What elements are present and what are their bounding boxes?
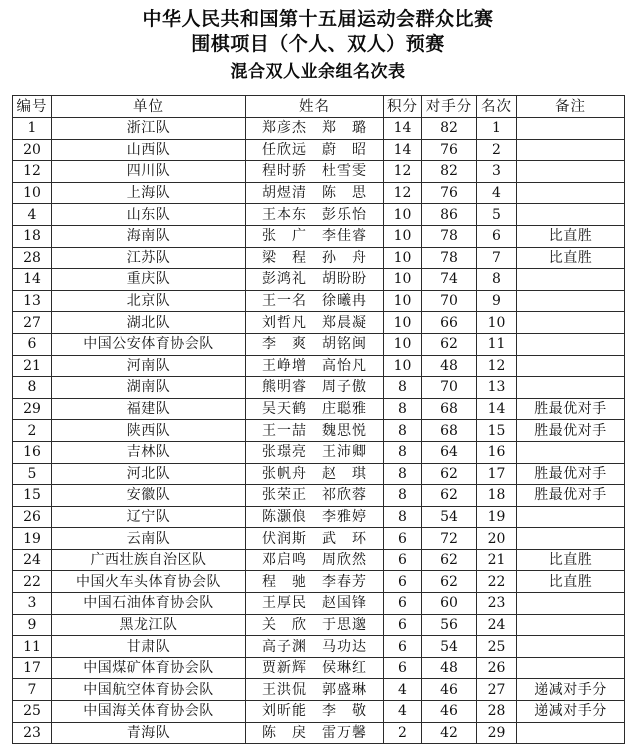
cell-unit: 山东队 — [52, 204, 246, 226]
cell-unit: 福建队 — [52, 398, 246, 420]
cell-unit: 江苏队 — [52, 247, 246, 269]
cell-name: 关 欣 于思邈 — [246, 614, 384, 636]
cell-pts: 8 — [384, 485, 422, 507]
cell-rank: 14 — [477, 398, 517, 420]
cell-name: 王厚民 赵国锋 — [246, 593, 384, 615]
table-row — [13, 182, 625, 204]
cell-note: 胜最优对手 — [517, 420, 625, 442]
table-row — [13, 118, 625, 140]
cell-rank: 29 — [477, 722, 517, 744]
cell-note — [517, 312, 625, 334]
cell-opp: 62 — [422, 549, 477, 571]
cell-pts: 10 — [384, 269, 422, 291]
cell-opp: 76 — [422, 139, 477, 161]
cell-rank: 22 — [477, 571, 517, 593]
table-row — [13, 722, 625, 744]
cell-no: 13 — [13, 290, 52, 312]
cell-note: 胜最优对手 — [517, 463, 625, 485]
cell-unit: 四川队 — [52, 161, 246, 183]
cell-no: 19 — [13, 528, 52, 550]
cell-unit: 黑龙江队 — [52, 614, 246, 636]
cell-no: 10 — [13, 182, 52, 204]
cell-opp: 46 — [422, 701, 477, 723]
cell-rank: 3 — [477, 161, 517, 183]
cell-pts: 10 — [384, 333, 422, 355]
cell-pts: 6 — [384, 549, 422, 571]
cell-no: 15 — [13, 485, 52, 507]
cell-pts: 8 — [384, 377, 422, 399]
table-row — [13, 679, 625, 701]
title-line-3: 混合双人业余组名次表 — [230, 62, 406, 82]
cell-name: 张璟亮 王沛卿 — [246, 441, 384, 463]
cell-rank: 24 — [477, 614, 517, 636]
cell-name: 刘昕能 李 敬 — [246, 701, 384, 723]
cell-note: 胜最优对手 — [517, 485, 625, 507]
cell-no: 26 — [13, 506, 52, 528]
cell-opp: 70 — [422, 377, 477, 399]
table-row — [13, 571, 625, 593]
cell-name: 陈灏俍 李雅婷 — [246, 506, 384, 528]
cell-unit: 北京队 — [52, 290, 246, 312]
cell-opp: 54 — [422, 636, 477, 658]
cell-no: 16 — [13, 441, 52, 463]
cell-pts: 10 — [384, 247, 422, 269]
table-row — [13, 657, 625, 679]
cell-unit: 安徽队 — [52, 485, 246, 507]
cell-opp: 62 — [422, 571, 477, 593]
table-row — [13, 463, 625, 485]
cell-opp: 66 — [422, 312, 477, 334]
cell-name: 王洪侃 郭盛琳 — [246, 679, 384, 701]
column-header-no: 编号 — [13, 96, 52, 118]
cell-name: 胡煜清 陈 思 — [246, 182, 384, 204]
cell-rank: 21 — [477, 549, 517, 571]
cell-no: 12 — [13, 161, 52, 183]
table-row — [13, 333, 625, 355]
cell-unit: 中国航空体育协会队 — [52, 679, 246, 701]
cell-unit: 陕西队 — [52, 420, 246, 442]
cell-name: 彭鸿礼 胡盼盼 — [246, 269, 384, 291]
cell-note: 递减对手分 — [517, 679, 625, 701]
cell-note — [517, 182, 625, 204]
cell-opp: 76 — [422, 182, 477, 204]
cell-no: 14 — [13, 269, 52, 291]
column-header-name: 姓名 — [246, 96, 384, 118]
cell-name: 任欣远 蔚 昭 — [246, 139, 384, 161]
table-row — [13, 355, 625, 377]
cell-name: 贾新辉 侯琳红 — [246, 657, 384, 679]
cell-note — [517, 355, 625, 377]
cell-name: 王峥增 高怡凡 — [246, 355, 384, 377]
cell-opp: 78 — [422, 225, 477, 247]
cell-name: 程 驰 李春芳 — [246, 571, 384, 593]
table-row — [13, 269, 625, 291]
cell-opp: 62 — [422, 463, 477, 485]
cell-pts: 10 — [384, 290, 422, 312]
cell-pts: 8 — [384, 398, 422, 420]
cell-no: 11 — [13, 636, 52, 658]
ranking-table — [12, 95, 625, 744]
cell-note — [517, 506, 625, 528]
cell-unit: 青海队 — [52, 722, 246, 744]
cell-no: 18 — [13, 225, 52, 247]
cell-pts: 14 — [384, 139, 422, 161]
cell-rank: 20 — [477, 528, 517, 550]
cell-rank: 1 — [477, 118, 517, 140]
cell-rank: 28 — [477, 701, 517, 723]
cell-no: 5 — [13, 463, 52, 485]
cell-pts: 6 — [384, 614, 422, 636]
cell-note — [517, 269, 625, 291]
cell-note: 胜最优对手 — [517, 398, 625, 420]
cell-opp: 48 — [422, 355, 477, 377]
cell-opp: 62 — [422, 485, 477, 507]
cell-name: 程时骄 杜雪雯 — [246, 161, 384, 183]
cell-no: 23 — [13, 722, 52, 744]
cell-name: 邓启鸣 周欣然 — [246, 549, 384, 571]
cell-no: 8 — [13, 377, 52, 399]
cell-note — [517, 593, 625, 615]
table-row — [13, 204, 625, 226]
cell-rank: 5 — [477, 204, 517, 226]
cell-rank: 26 — [477, 657, 517, 679]
cell-name: 郑彦杰 郑 璐 — [246, 118, 384, 140]
table-row — [13, 161, 625, 183]
cell-no: 3 — [13, 593, 52, 615]
cell-no: 9 — [13, 614, 52, 636]
cell-no: 17 — [13, 657, 52, 679]
cell-note: 递减对手分 — [517, 701, 625, 723]
table-header — [13, 96, 625, 118]
cell-pts: 8 — [384, 420, 422, 442]
cell-pts: 8 — [384, 506, 422, 528]
table-row — [13, 614, 625, 636]
cell-rank: 6 — [477, 225, 517, 247]
cell-rank: 13 — [477, 377, 517, 399]
cell-no: 25 — [13, 701, 52, 723]
cell-name: 王本东 彭乐怡 — [246, 204, 384, 226]
cell-pts: 10 — [384, 312, 422, 334]
cell-rank: 17 — [477, 463, 517, 485]
cell-unit: 湖南队 — [52, 377, 246, 399]
table-row — [13, 247, 625, 269]
cell-pts: 6 — [384, 657, 422, 679]
cell-unit: 中国石油体育协会队 — [52, 593, 246, 615]
cell-note — [517, 290, 625, 312]
cell-unit: 河南队 — [52, 355, 246, 377]
column-header-note: 备注 — [517, 96, 625, 118]
table-row — [13, 636, 625, 658]
cell-opp: 86 — [422, 204, 477, 226]
cell-opp: 70 — [422, 290, 477, 312]
cell-unit: 海南队 — [52, 225, 246, 247]
cell-pts: 10 — [384, 355, 422, 377]
table-row — [13, 549, 625, 571]
cell-unit: 山西队 — [52, 139, 246, 161]
cell-pts: 4 — [384, 701, 422, 723]
cell-unit: 中国火车头体育协会队 — [52, 571, 246, 593]
cell-rank: 16 — [477, 441, 517, 463]
cell-name: 熊明睿 周子傲 — [246, 377, 384, 399]
table-row — [13, 398, 625, 420]
cell-opp: 62 — [422, 333, 477, 355]
cell-unit: 吉林队 — [52, 441, 246, 463]
ranking-table-wrapper — [12, 95, 624, 744]
cell-no: 24 — [13, 549, 52, 571]
cell-unit: 中国煤矿体育协会队 — [52, 657, 246, 679]
cell-unit: 湖北队 — [52, 312, 246, 334]
cell-opp: 64 — [422, 441, 477, 463]
title-line-1: 中华人民共和国第十五届运动会群众比赛 — [142, 8, 494, 30]
cell-rank: 25 — [477, 636, 517, 658]
table-row — [13, 485, 625, 507]
cell-note: 比直胜 — [517, 549, 625, 571]
cell-name: 陈 戾 雷万馨 — [246, 722, 384, 744]
cell-unit: 云南队 — [52, 528, 246, 550]
cell-no: 28 — [13, 247, 52, 269]
table-body — [13, 118, 625, 744]
cell-note: 比直胜 — [517, 225, 625, 247]
cell-name: 伏润斯 武 环 — [246, 528, 384, 550]
cell-note — [517, 441, 625, 463]
cell-rank: 27 — [477, 679, 517, 701]
cell-note — [517, 722, 625, 744]
cell-no: 6 — [13, 333, 52, 355]
cell-pts: 8 — [384, 441, 422, 463]
cell-pts: 6 — [384, 528, 422, 550]
cell-no: 29 — [13, 398, 52, 420]
cell-rank: 12 — [477, 355, 517, 377]
cell-name: 高子渊 马功达 — [246, 636, 384, 658]
cell-no: 27 — [13, 312, 52, 334]
cell-name: 王一喆 魏思悦 — [246, 420, 384, 442]
table-row — [13, 506, 625, 528]
cell-name: 李 爽 胡铭闽 — [246, 333, 384, 355]
cell-rank: 7 — [477, 247, 517, 269]
cell-pts: 6 — [384, 593, 422, 615]
cell-pts: 14 — [384, 118, 422, 140]
cell-pts: 8 — [384, 463, 422, 485]
table-row — [13, 290, 625, 312]
cell-rank: 18 — [477, 485, 517, 507]
cell-note — [517, 657, 625, 679]
cell-name: 梁 程 孙 舟 — [246, 247, 384, 269]
cell-unit: 甘肃队 — [52, 636, 246, 658]
cell-note: 比直胜 — [517, 247, 625, 269]
table-row — [13, 420, 625, 442]
cell-opp: 46 — [422, 679, 477, 701]
table-row — [13, 593, 625, 615]
cell-note — [517, 528, 625, 550]
cell-no: 1 — [13, 118, 52, 140]
cell-note — [517, 636, 625, 658]
cell-opp: 78 — [422, 247, 477, 269]
cell-note — [517, 333, 625, 355]
cell-unit: 广西壮族自治区队 — [52, 549, 246, 571]
table-row — [13, 312, 625, 334]
column-header-pts: 积分 — [384, 96, 422, 118]
table-row — [13, 139, 625, 161]
cell-unit: 中国海关体育协会队 — [52, 701, 246, 723]
cell-opp: 74 — [422, 269, 477, 291]
cell-note — [517, 161, 625, 183]
cell-no: 21 — [13, 355, 52, 377]
cell-rank: 2 — [477, 139, 517, 161]
cell-unit: 辽宁队 — [52, 506, 246, 528]
cell-opp: 48 — [422, 657, 477, 679]
cell-unit: 重庆队 — [52, 269, 246, 291]
cell-rank: 8 — [477, 269, 517, 291]
cell-note — [517, 377, 625, 399]
cell-opp: 82 — [422, 161, 477, 183]
cell-opp: 42 — [422, 722, 477, 744]
cell-rank: 11 — [477, 333, 517, 355]
document-title-block — [0, 0, 636, 84]
cell-pts: 10 — [384, 225, 422, 247]
cell-no: 20 — [13, 139, 52, 161]
cell-name: 吴天鹤 庄聪雅 — [246, 398, 384, 420]
table-row — [13, 528, 625, 550]
cell-name: 张 广 李佳睿 — [246, 225, 384, 247]
column-header-unit: 单位 — [52, 96, 246, 118]
cell-note: 比直胜 — [517, 571, 625, 593]
cell-note — [517, 139, 625, 161]
cell-opp: 68 — [422, 420, 477, 442]
cell-opp: 68 — [422, 398, 477, 420]
cell-rank: 23 — [477, 593, 517, 615]
cell-name: 张帆舟 赵 琪 — [246, 463, 384, 485]
cell-unit: 浙江队 — [52, 118, 246, 140]
column-header-opp: 对手分 — [422, 96, 477, 118]
cell-pts: 12 — [384, 161, 422, 183]
cell-no: 2 — [13, 420, 52, 442]
cell-rank: 19 — [477, 506, 517, 528]
cell-rank: 9 — [477, 290, 517, 312]
table-row — [13, 441, 625, 463]
cell-opp: 56 — [422, 614, 477, 636]
cell-opp: 72 — [422, 528, 477, 550]
cell-opp: 60 — [422, 593, 477, 615]
table-row — [13, 377, 625, 399]
cell-pts: 6 — [384, 571, 422, 593]
cell-pts: 12 — [384, 182, 422, 204]
cell-pts: 2 — [384, 722, 422, 744]
cell-note — [517, 614, 625, 636]
cell-pts: 6 — [384, 636, 422, 658]
table-row — [13, 701, 625, 723]
cell-pts: 10 — [384, 204, 422, 226]
cell-unit: 上海队 — [52, 182, 246, 204]
cell-rank: 4 — [477, 182, 517, 204]
cell-no: 22 — [13, 571, 52, 593]
cell-name: 张荣正 祁欣蓉 — [246, 485, 384, 507]
cell-opp: 54 — [422, 506, 477, 528]
cell-name: 王一名 徐曦冉 — [246, 290, 384, 312]
cell-rank: 10 — [477, 312, 517, 334]
title-line-2: 围棋项目（个人、双人）预赛 — [191, 33, 445, 55]
cell-no: 7 — [13, 679, 52, 701]
cell-pts: 4 — [384, 679, 422, 701]
cell-name: 刘哲凡 郑晨凝 — [246, 312, 384, 334]
cell-unit: 河北队 — [52, 463, 246, 485]
column-header-rank: 名次 — [477, 96, 517, 118]
cell-note — [517, 118, 625, 140]
cell-no: 4 — [13, 204, 52, 226]
cell-unit: 中国公安体育协会队 — [52, 333, 246, 355]
cell-note — [517, 204, 625, 226]
cell-rank: 15 — [477, 420, 517, 442]
cell-opp: 82 — [422, 118, 477, 140]
table-row — [13, 225, 625, 247]
table-header-row — [13, 96, 625, 118]
